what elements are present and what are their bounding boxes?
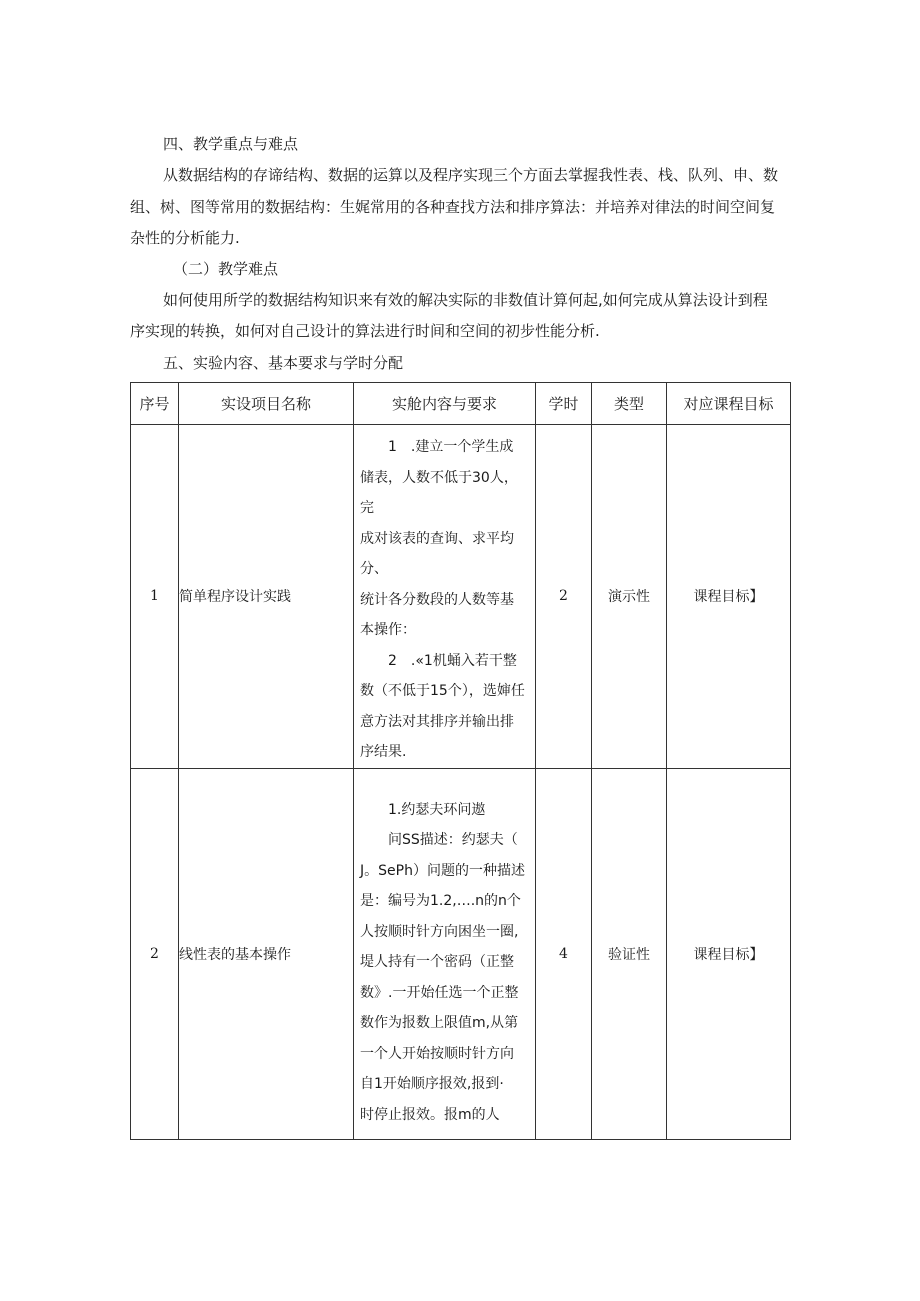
- row-course-goal: 课程目标】: [667, 768, 791, 1139]
- row-project-name: 简单程序设计实践: [179, 425, 354, 769]
- header-content: 实舱内容与要求: [354, 383, 536, 425]
- paragraph1-line2: 组、树、图等常用的数据结构：生娓常用的各种查找方法和排序算法：并培养对律法的时间空间复: [130, 198, 776, 216]
- row-content: 1.约瑟夫环问遨 问SS描述：约瑟夫（ J。SePh）问题的一种描述 是：编号为1.2,….n的n个 人按顺时针方向困坐一圈, 堤人持有一个密码（正整 数》.一开始任选一个正整 数作为报数上限值m,从第 一个人开始按顺时针方向 自1开始顺序报效,报到· 时停止报效。报m的人: [360, 801, 525, 1123]
- paragraph2-line1: 如何使用所学的数据结构知识来有效的解决实际的非数值计算何起,如何完成从算法设计到程: [163, 291, 768, 309]
- row-index: 1: [131, 425, 179, 769]
- subheading-difficulties: （二）教学难点: [173, 260, 279, 278]
- row-project-name: 线性表的基本操作: [179, 768, 354, 1139]
- table-header-row: [131, 383, 791, 425]
- section5-heading: 五、实验内容、基本要求与学时分配: [163, 354, 404, 372]
- row-hours: 2: [536, 425, 592, 769]
- table-row: [131, 425, 791, 769]
- paragraph1-line3: 杂性的分析能力.: [130, 229, 240, 247]
- section4-heading: 四、教学重点与难点: [163, 135, 299, 153]
- row-content-cell: [354, 425, 536, 769]
- header-type: 类型: [592, 383, 667, 425]
- row-course-goal: 课程目标】: [667, 425, 791, 769]
- row-index: 2: [131, 768, 179, 1139]
- row-content-cell: [354, 768, 536, 1139]
- row-type: 验证性: [592, 768, 667, 1139]
- row-content: 1 .建立一个学生成 储表，人数不低于30人，完 成对该表的查询、求平均分、 统计各分数段的人数等基 本操作： 2 .«1机蛹入若干整 数（不低于15个），选婶任 意方法对其排序并输出排 序结果.: [360, 439, 525, 760]
- header-course-goal: 对应课程目标: [667, 383, 791, 425]
- header-index: 序号: [131, 383, 179, 425]
- experiment-table: [130, 382, 791, 1140]
- table-row: [131, 768, 791, 1139]
- row-type: 演示性: [592, 425, 667, 769]
- paragraph1-line1: 从数据结构的存谛结构、数据的运算以及程序实现三个方面去掌握我性表、栈、队列、申、数: [163, 166, 779, 184]
- header-project-name: 实设项目名称: [179, 383, 354, 425]
- paragraph2-line2: 序实现的转换，如何对自己设计的算法进行时间和空间的初步性能分析.: [130, 322, 600, 340]
- row-hours: 4: [536, 768, 592, 1139]
- header-hours: 学时: [536, 383, 592, 425]
